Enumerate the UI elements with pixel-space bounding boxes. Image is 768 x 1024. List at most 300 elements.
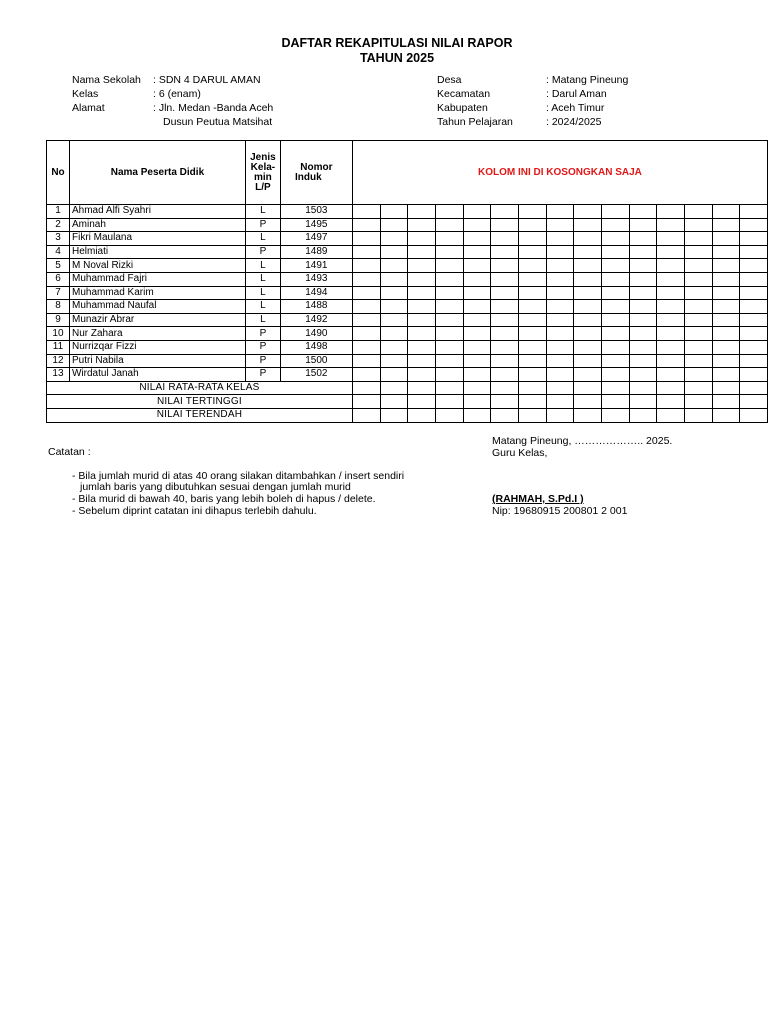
grade-cell[interactable] bbox=[712, 232, 740, 246]
summary-grade-cell[interactable] bbox=[684, 408, 712, 422]
grade-cell[interactable] bbox=[435, 340, 463, 354]
grade-cell[interactable] bbox=[546, 259, 574, 273]
grade-cell[interactable] bbox=[546, 354, 574, 368]
grade-cell[interactable] bbox=[601, 205, 629, 219]
grade-cell[interactable] bbox=[684, 218, 712, 232]
grade-cell[interactable] bbox=[657, 327, 685, 341]
summary-grade-cell[interactable] bbox=[712, 395, 740, 409]
col-header-nomor-line2: Induk bbox=[295, 171, 322, 183]
grade-cell[interactable] bbox=[463, 313, 491, 327]
grade-cell[interactable] bbox=[463, 340, 491, 354]
grade-cell[interactable] bbox=[574, 272, 602, 286]
grade-cell[interactable] bbox=[629, 368, 657, 382]
signature-place-date: Matang Pineung, ……………….. 2025. bbox=[492, 435, 673, 447]
grade-cell[interactable] bbox=[657, 218, 685, 232]
grade-cell[interactable] bbox=[712, 218, 740, 232]
grade-cell[interactable] bbox=[380, 354, 408, 368]
grade-cell[interactable] bbox=[435, 218, 463, 232]
row-nama: Helmiati bbox=[69, 245, 245, 259]
grade-cell[interactable] bbox=[740, 232, 768, 246]
alamat-label: Alamat bbox=[72, 102, 105, 114]
row-jenis-kelamin: L bbox=[245, 205, 280, 219]
summary-grade-cell[interactable] bbox=[546, 408, 574, 422]
summary-grade-cell[interactable] bbox=[518, 381, 546, 395]
grade-cell[interactable] bbox=[491, 300, 519, 314]
grade-cell[interactable] bbox=[463, 300, 491, 314]
grade-cell[interactable] bbox=[380, 218, 408, 232]
summary-grade-cell[interactable] bbox=[657, 381, 685, 395]
col-header-nomor-line1: Nomor bbox=[300, 161, 333, 173]
summary-grade-cell[interactable] bbox=[629, 395, 657, 409]
summary-grade-cell[interactable] bbox=[574, 408, 602, 422]
grade-cell[interactable] bbox=[574, 327, 602, 341]
grade-cell[interactable] bbox=[601, 300, 629, 314]
summary-grade-cell[interactable] bbox=[380, 381, 408, 395]
summary-grade-cell[interactable] bbox=[408, 395, 436, 409]
row-nomor-induk: 1494 bbox=[280, 286, 352, 300]
summary-grade-cell[interactable] bbox=[491, 395, 519, 409]
grade-cell[interactable] bbox=[435, 205, 463, 219]
table-header-row bbox=[47, 141, 768, 205]
grade-cell[interactable] bbox=[712, 286, 740, 300]
page-title: DAFTAR REKAPITULASI NILAI RAPOR bbox=[281, 36, 513, 50]
grade-cell[interactable] bbox=[491, 313, 519, 327]
grade-cell[interactable] bbox=[574, 245, 602, 259]
page-subtitle: TAHUN 2025 bbox=[359, 51, 435, 65]
grade-cell[interactable] bbox=[463, 218, 491, 232]
table-row bbox=[47, 232, 768, 246]
summary-grade-cell[interactable] bbox=[546, 381, 574, 395]
grade-cell[interactable] bbox=[546, 340, 574, 354]
grade-cell[interactable] bbox=[601, 286, 629, 300]
summary-grade-cell[interactable] bbox=[380, 395, 408, 409]
grade-cell[interactable] bbox=[518, 245, 546, 259]
grade-cell[interactable] bbox=[629, 232, 657, 246]
grade-cell[interactable] bbox=[518, 232, 546, 246]
grade-cell[interactable] bbox=[518, 313, 546, 327]
grade-cell[interactable] bbox=[435, 354, 463, 368]
grade-cell[interactable] bbox=[629, 259, 657, 273]
grade-cell[interactable] bbox=[518, 300, 546, 314]
grade-cell[interactable] bbox=[601, 232, 629, 246]
grade-cell[interactable] bbox=[408, 313, 436, 327]
grade-cell[interactable] bbox=[574, 368, 602, 382]
summary-row bbox=[47, 395, 768, 409]
row-no: 1 bbox=[47, 205, 70, 219]
desa-value: : Matang Pineung bbox=[546, 74, 629, 86]
grade-cell[interactable] bbox=[435, 327, 463, 341]
grade-cell[interactable] bbox=[380, 313, 408, 327]
grade-cell[interactable] bbox=[408, 300, 436, 314]
row-nomor-induk: 1503 bbox=[280, 205, 352, 219]
grade-cell[interactable] bbox=[518, 259, 546, 273]
grade-cell[interactable] bbox=[491, 286, 519, 300]
summary-grade-cell[interactable] bbox=[352, 381, 380, 395]
grade-cell[interactable] bbox=[740, 259, 768, 273]
summary-grade-cell[interactable] bbox=[491, 381, 519, 395]
row-no: 2 bbox=[47, 218, 70, 232]
grade-cell[interactable] bbox=[380, 300, 408, 314]
grade-cell[interactable] bbox=[657, 340, 685, 354]
grade-cell[interactable] bbox=[352, 327, 380, 341]
grade-cell[interactable] bbox=[491, 245, 519, 259]
row-jenis-kelamin: P bbox=[245, 354, 280, 368]
col-header-jk-line3: min bbox=[254, 171, 272, 183]
row-no: 6 bbox=[47, 272, 70, 286]
grade-cell[interactable] bbox=[463, 327, 491, 341]
grade-cell[interactable] bbox=[740, 327, 768, 341]
grade-cell[interactable] bbox=[657, 300, 685, 314]
grade-cell[interactable] bbox=[352, 232, 380, 246]
grade-cell[interactable] bbox=[435, 259, 463, 273]
grade-cell[interactable] bbox=[518, 205, 546, 219]
table-row bbox=[47, 286, 768, 300]
signature-nip: Nip: 19680915 200801 2 001 bbox=[492, 505, 628, 517]
grade-cell[interactable] bbox=[601, 354, 629, 368]
row-nomor-induk: 1492 bbox=[280, 313, 352, 327]
grade-cell[interactable] bbox=[491, 259, 519, 273]
grade-cell[interactable] bbox=[491, 340, 519, 354]
grade-cell[interactable] bbox=[574, 300, 602, 314]
grade-cell[interactable] bbox=[518, 327, 546, 341]
summary-grade-cell[interactable] bbox=[352, 395, 380, 409]
grade-cell[interactable] bbox=[546, 218, 574, 232]
row-nomor-induk: 1488 bbox=[280, 300, 352, 314]
grade-cell[interactable] bbox=[435, 232, 463, 246]
row-nomor-induk: 1493 bbox=[280, 272, 352, 286]
summary-grade-cell[interactable] bbox=[518, 408, 546, 422]
grade-cell[interactable] bbox=[435, 368, 463, 382]
summary-grade-cell[interactable] bbox=[712, 408, 740, 422]
grade-cell[interactable] bbox=[518, 272, 546, 286]
summary-grade-cell[interactable] bbox=[435, 381, 463, 395]
grade-cell[interactable] bbox=[380, 272, 408, 286]
summary-grade-cell[interactable] bbox=[601, 408, 629, 422]
grade-cell[interactable] bbox=[546, 205, 574, 219]
grade-cell[interactable] bbox=[712, 340, 740, 354]
col-header-jk-line4: L/P bbox=[255, 181, 271, 193]
grade-cell[interactable] bbox=[380, 286, 408, 300]
grade-cell[interactable] bbox=[352, 340, 380, 354]
grade-cell[interactable] bbox=[352, 313, 380, 327]
grade-cell[interactable] bbox=[684, 286, 712, 300]
col-header-jk-line2: Kela- bbox=[250, 161, 276, 173]
col-header-no: No bbox=[47, 141, 70, 205]
grade-cell[interactable] bbox=[408, 205, 436, 219]
grade-cell[interactable] bbox=[574, 218, 602, 232]
grade-cell[interactable] bbox=[546, 368, 574, 382]
summary-grade-cell[interactable] bbox=[574, 381, 602, 395]
table-row bbox=[47, 259, 768, 273]
kelas-label: Kelas bbox=[72, 88, 99, 100]
grade-cell[interactable] bbox=[601, 340, 629, 354]
row-no: 13 bbox=[47, 368, 70, 382]
grade-cell[interactable] bbox=[380, 205, 408, 219]
grade-cell[interactable] bbox=[435, 313, 463, 327]
grade-cell[interactable] bbox=[574, 205, 602, 219]
row-nomor-induk: 1498 bbox=[280, 340, 352, 354]
grade-cell[interactable] bbox=[740, 313, 768, 327]
grade-cell[interactable] bbox=[574, 286, 602, 300]
grade-cell[interactable] bbox=[408, 232, 436, 246]
grade-cell[interactable] bbox=[435, 286, 463, 300]
grade-cell[interactable] bbox=[684, 232, 712, 246]
grade-cell[interactable] bbox=[408, 327, 436, 341]
summary-grade-cell[interactable] bbox=[740, 408, 768, 422]
grade-cell[interactable] bbox=[408, 259, 436, 273]
alamat-value-2: Dusun Peutua Matsihat bbox=[163, 116, 273, 128]
grade-cell[interactable] bbox=[629, 245, 657, 259]
row-jenis-kelamin: P bbox=[245, 340, 280, 354]
grade-cell[interactable] bbox=[684, 327, 712, 341]
kolom-kosong-note: KOLOM INI DI KOSONGKAN SAJA bbox=[352, 141, 767, 205]
signature-role: Guru Kelas, bbox=[492, 447, 548, 459]
summary-grade-cell[interactable] bbox=[435, 408, 463, 422]
grade-cell[interactable] bbox=[463, 205, 491, 219]
summary-grade-cell[interactable] bbox=[463, 408, 491, 422]
grade-cell[interactable] bbox=[352, 368, 380, 382]
grade-cell[interactable] bbox=[712, 300, 740, 314]
grade-cell[interactable] bbox=[546, 272, 574, 286]
grade-cell[interactable] bbox=[518, 340, 546, 354]
grade-cell[interactable] bbox=[352, 354, 380, 368]
grade-cell[interactable] bbox=[546, 286, 574, 300]
grade-cell[interactable] bbox=[629, 205, 657, 219]
grade-cell[interactable] bbox=[684, 300, 712, 314]
grade-cell[interactable] bbox=[601, 368, 629, 382]
tahun-pelajaran-label: Tahun Pelajaran bbox=[437, 116, 513, 128]
grade-cell[interactable] bbox=[684, 368, 712, 382]
grade-cell[interactable] bbox=[740, 354, 768, 368]
summary-grade-cell[interactable] bbox=[601, 381, 629, 395]
grade-cell[interactable] bbox=[657, 286, 685, 300]
grade-cell[interactable] bbox=[740, 218, 768, 232]
summary-grade-cell[interactable] bbox=[629, 408, 657, 422]
grade-cell[interactable] bbox=[712, 368, 740, 382]
grade-cell[interactable] bbox=[491, 232, 519, 246]
grade-cell[interactable] bbox=[463, 245, 491, 259]
grade-cell[interactable] bbox=[740, 272, 768, 286]
grade-cell[interactable] bbox=[629, 340, 657, 354]
summary-grade-cell[interactable] bbox=[408, 381, 436, 395]
grade-cell[interactable] bbox=[408, 340, 436, 354]
grade-cell[interactable] bbox=[574, 232, 602, 246]
grade-cell[interactable] bbox=[601, 272, 629, 286]
summary-grade-cell[interactable] bbox=[684, 381, 712, 395]
grade-cell[interactable] bbox=[740, 368, 768, 382]
grade-cell[interactable] bbox=[380, 340, 408, 354]
grade-cell[interactable] bbox=[546, 327, 574, 341]
summary-grade-cell[interactable] bbox=[491, 408, 519, 422]
grade-cell[interactable] bbox=[352, 286, 380, 300]
grade-cell[interactable] bbox=[740, 205, 768, 219]
row-nomor-induk: 1490 bbox=[280, 327, 352, 341]
summary-grade-cell[interactable] bbox=[657, 395, 685, 409]
grade-cell[interactable] bbox=[518, 368, 546, 382]
summary-grade-cell[interactable] bbox=[352, 408, 380, 422]
grade-cell[interactable] bbox=[491, 205, 519, 219]
row-nama: Nurrizqar Fizzi bbox=[69, 340, 245, 354]
grade-cell[interactable] bbox=[463, 286, 491, 300]
grade-cell[interactable] bbox=[740, 286, 768, 300]
grade-cell[interactable] bbox=[684, 340, 712, 354]
row-jenis-kelamin: P bbox=[245, 327, 280, 341]
grade-cell[interactable] bbox=[684, 259, 712, 273]
grade-cell[interactable] bbox=[380, 368, 408, 382]
grade-cell[interactable] bbox=[408, 286, 436, 300]
grade-cell[interactable] bbox=[574, 354, 602, 368]
row-nomor-induk: 1497 bbox=[280, 232, 352, 246]
grade-cell[interactable] bbox=[712, 205, 740, 219]
grade-cell[interactable] bbox=[546, 245, 574, 259]
grade-cell[interactable] bbox=[740, 245, 768, 259]
grade-cell[interactable] bbox=[352, 205, 380, 219]
grade-cell[interactable] bbox=[712, 354, 740, 368]
grade-cell[interactable] bbox=[601, 327, 629, 341]
grade-cell[interactable] bbox=[546, 300, 574, 314]
grade-cell[interactable] bbox=[684, 205, 712, 219]
grade-cell[interactable] bbox=[684, 354, 712, 368]
grade-cell[interactable] bbox=[518, 286, 546, 300]
grade-cell[interactable] bbox=[657, 232, 685, 246]
row-nama: M Noval Rizki bbox=[69, 259, 245, 273]
grade-cell[interactable] bbox=[740, 300, 768, 314]
summary-grade-cell[interactable] bbox=[518, 395, 546, 409]
grade-cell[interactable] bbox=[601, 259, 629, 273]
grade-cell[interactable] bbox=[380, 259, 408, 273]
grade-cell[interactable] bbox=[657, 368, 685, 382]
grade-cell[interactable] bbox=[352, 245, 380, 259]
alamat-value: : Jln. Medan -Banda Aceh bbox=[153, 102, 274, 114]
grade-cell[interactable] bbox=[740, 340, 768, 354]
grade-cell[interactable] bbox=[546, 232, 574, 246]
grade-cell[interactable] bbox=[657, 354, 685, 368]
summary-grade-cell[interactable] bbox=[657, 408, 685, 422]
kelas-value: : 6 (enam) bbox=[153, 88, 201, 100]
grade-cell[interactable] bbox=[712, 272, 740, 286]
grade-cell[interactable] bbox=[712, 259, 740, 273]
row-nomor-induk: 1491 bbox=[280, 259, 352, 273]
grade-cell[interactable] bbox=[601, 313, 629, 327]
grade-cell[interactable] bbox=[574, 340, 602, 354]
grade-cell[interactable] bbox=[435, 300, 463, 314]
grade-cell[interactable] bbox=[352, 259, 380, 273]
grade-cell[interactable] bbox=[435, 245, 463, 259]
grade-cell[interactable] bbox=[629, 286, 657, 300]
summary-label: NILAI TERTINGGI bbox=[47, 395, 353, 409]
grade-cell[interactable] bbox=[380, 327, 408, 341]
row-nama: Ahmad Alfi Syahri bbox=[69, 205, 245, 219]
grade-cell[interactable] bbox=[518, 218, 546, 232]
grade-cell[interactable] bbox=[408, 368, 436, 382]
col-header-jk-line1: Jenis bbox=[250, 151, 276, 163]
grade-cell[interactable] bbox=[518, 354, 546, 368]
col-header-jenis-kelamin bbox=[245, 141, 280, 205]
table-row bbox=[47, 205, 768, 219]
summary-grade-cell[interactable] bbox=[435, 395, 463, 409]
summary-grade-cell[interactable] bbox=[629, 381, 657, 395]
row-nama: Nur Zahara bbox=[69, 327, 245, 341]
grade-cell[interactable] bbox=[546, 313, 574, 327]
summary-grade-cell[interactable] bbox=[546, 395, 574, 409]
grade-cell[interactable] bbox=[491, 327, 519, 341]
grade-cell[interactable] bbox=[491, 354, 519, 368]
notes-line-2: jumlah baris yang dibutuhkan sesuai dengan jumlah murid bbox=[80, 481, 351, 493]
grade-cell[interactable] bbox=[574, 313, 602, 327]
grade-cell[interactable] bbox=[352, 272, 380, 286]
grade-cell[interactable] bbox=[463, 354, 491, 368]
grade-cell[interactable] bbox=[408, 245, 436, 259]
grade-cell[interactable] bbox=[629, 354, 657, 368]
summary-grade-cell[interactable] bbox=[601, 395, 629, 409]
row-nama: Aminah bbox=[69, 218, 245, 232]
grade-cell[interactable] bbox=[657, 313, 685, 327]
summary-grade-cell[interactable] bbox=[740, 395, 768, 409]
table-row bbox=[47, 327, 768, 341]
grade-cell[interactable] bbox=[629, 313, 657, 327]
summary-grade-cell[interactable] bbox=[574, 395, 602, 409]
grade-cell[interactable] bbox=[601, 218, 629, 232]
grade-cell[interactable] bbox=[684, 313, 712, 327]
grade-cell[interactable] bbox=[463, 368, 491, 382]
summary-grade-cell[interactable] bbox=[463, 395, 491, 409]
grade-cell[interactable] bbox=[491, 272, 519, 286]
grade-cell[interactable] bbox=[574, 259, 602, 273]
summary-grade-cell[interactable] bbox=[408, 408, 436, 422]
row-nama: Muhammad Karim bbox=[69, 286, 245, 300]
grade-cell[interactable] bbox=[629, 300, 657, 314]
grade-cell[interactable] bbox=[629, 272, 657, 286]
grade-cell[interactable] bbox=[684, 245, 712, 259]
grade-cell[interactable] bbox=[684, 272, 712, 286]
notes-line-4: - Sebelum diprint catatan ini dihapus terlebih dahulu. bbox=[72, 505, 317, 517]
summary-grade-cell[interactable] bbox=[740, 381, 768, 395]
summary-label: NILAI RATA-RATA KELAS bbox=[47, 381, 353, 395]
summary-grade-cell[interactable] bbox=[380, 408, 408, 422]
grade-cell[interactable] bbox=[463, 259, 491, 273]
grade-cell[interactable] bbox=[491, 218, 519, 232]
grade-cell[interactable] bbox=[601, 245, 629, 259]
grade-cell[interactable] bbox=[352, 300, 380, 314]
grade-cell[interactable] bbox=[629, 218, 657, 232]
grade-cell[interactable] bbox=[408, 272, 436, 286]
grade-cell[interactable] bbox=[712, 327, 740, 341]
row-jenis-kelamin: L bbox=[245, 286, 280, 300]
grade-cell[interactable] bbox=[408, 354, 436, 368]
grade-cell[interactable] bbox=[712, 245, 740, 259]
grade-cell[interactable] bbox=[408, 218, 436, 232]
grade-cell[interactable] bbox=[463, 232, 491, 246]
table-row bbox=[47, 272, 768, 286]
grade-cell[interactable] bbox=[629, 327, 657, 341]
grade-cell[interactable] bbox=[657, 259, 685, 273]
summary-grade-cell[interactable] bbox=[712, 381, 740, 395]
grade-cell[interactable] bbox=[712, 313, 740, 327]
grade-cell[interactable] bbox=[657, 205, 685, 219]
row-no: 8 bbox=[47, 300, 70, 314]
grade-cell[interactable] bbox=[352, 218, 380, 232]
grade-cell[interactable] bbox=[435, 272, 463, 286]
grade-cell[interactable] bbox=[380, 245, 408, 259]
grade-cell[interactable] bbox=[657, 245, 685, 259]
summary-grade-cell[interactable] bbox=[463, 381, 491, 395]
summary-grade-cell[interactable] bbox=[684, 395, 712, 409]
grade-cell[interactable] bbox=[657, 272, 685, 286]
grade-cell[interactable] bbox=[380, 232, 408, 246]
notes-line-1: - Bila jumlah murid di atas 40 orang silakan ditambahkan / insert sendiri bbox=[72, 470, 405, 482]
grade-cell[interactable] bbox=[463, 272, 491, 286]
grade-cell[interactable] bbox=[491, 368, 519, 382]
